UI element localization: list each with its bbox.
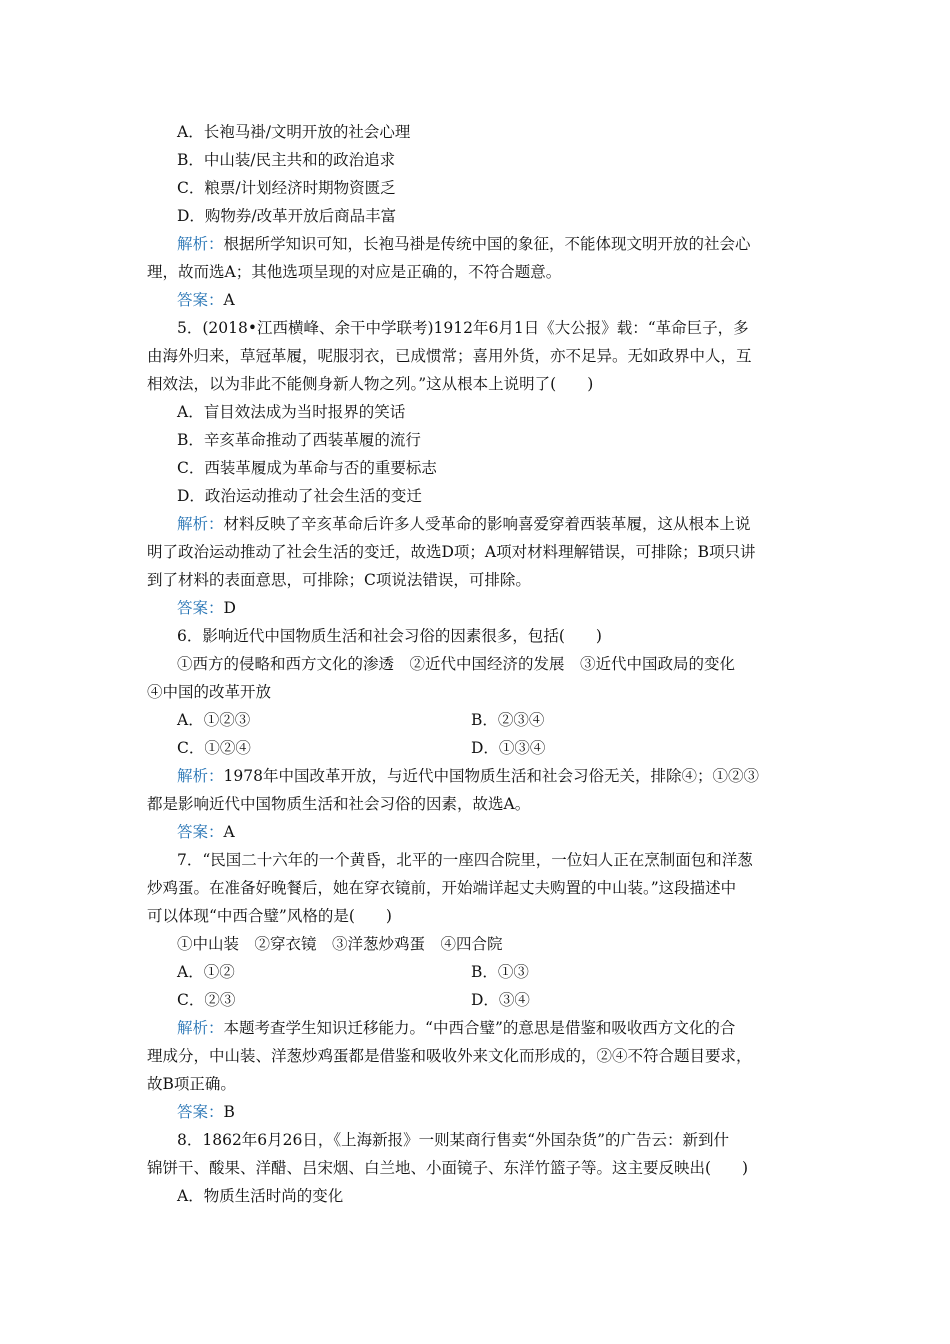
q8-option-a: A．物质生活时尚的变化 [177,1187,344,1205]
q7-analysis [147,1014,807,1042]
q7-stem-line-2: 炒鸡蛋。在准备好晚餐后，她在穿衣镜前，开始端详起丈夫购置的中山装。”这段描述中 [147,879,737,897]
q4-option-a: A．长袍马褂/文明开放的社会心理 [177,123,411,141]
q6-answer-value: A [223,823,235,841]
q4-analysis-line-2: 理，故而选A；其他选项呈现的对应是正确的，不符合题意。 [147,263,562,281]
analysis-label: 解析： [177,235,224,253]
q5-option-b: B．辛亥革命推动了西装革履的流行 [177,431,421,449]
q7-options-row-2 [147,986,807,1014]
q5-answer-value: D [223,599,236,617]
q6-option-a: A．①②③ [177,711,251,729]
analysis-label: 解析： [177,767,224,785]
q6-answer [147,818,807,846]
q8-stem-line-2: 锦饼干、酸果、洋醋、吕宋烟、白兰地、小面镜子、东洋竹篮子等。这主要反映出( ) [147,1159,749,1177]
q6-items-line-1: ①西方的侵略和西方文化的渗透 ②近代中国经济的发展 ③近代中国政局的变化 [177,655,736,673]
q6-analysis-line-1: 1978年中国改革开放，与近代中国物质生活和社会习俗无关，排除④；①②③ [223,767,759,785]
q6-analysis [147,762,807,790]
q7-option-d: D．③④ [471,991,530,1009]
q6-options-row-1 [147,706,807,734]
q5-option-c: C．西装革履成为革命与否的重要标志 [177,459,437,477]
q4-answer-value: A [223,291,235,309]
q8-stem-line-1: 8．1862年6月26日，《上海新报》一则某商行售卖“外国杂货”的广告云：新到什 [177,1131,729,1149]
q6-option-b: B．②③④ [471,711,545,729]
answer-label: 答案： [177,599,224,617]
q5-analysis [147,510,807,538]
q4-analysis [147,230,807,258]
q4-option-c: C．粮票/计划经济时期物资匮乏 [177,179,396,197]
answer-label: 答案： [177,1103,224,1121]
q6-option-d: D．①③④ [471,739,546,757]
q7-option-a: A．①② [177,963,235,981]
q7-stem-line-3: 可以体现“中西合璧”风格的是( ) [147,907,392,925]
q7-answer [147,1098,807,1126]
q5-option-a: A．盲目效法成为当时报界的笑话 [177,403,406,421]
q7-analysis-line-3: 故B项正确。 [147,1075,236,1093]
q7-stem-line-1: 7．“民国二十六年的一个黄昏，北平的一座四合院里，一位妇人正在烹制面包和洋葱 [177,851,753,869]
answer-label: 答案： [177,291,224,309]
q7-answer-value: B [223,1103,235,1121]
analysis-label: 解析： [177,1019,224,1037]
q7-option-c: C．②③ [177,991,236,1009]
q7-analysis-line-2: 理成分，中山装、洋葱炒鸡蛋都是借鉴和吸收外来文化而形成的，②④不符合题目要求， [147,1047,752,1065]
q5-analysis-line-1: 材料反映了辛亥革命后许多人受革命的影响喜爱穿着西装革履，这从根本上说 [223,515,751,533]
q6-analysis-line-2: 都是影响近代中国物质生活和社会习俗的因素，故选A。 [147,795,531,813]
q4-option-d: D．购物券/改革开放后商品丰富 [177,207,397,225]
document-body [147,118,807,1210]
q6-option-c: C．①②④ [177,739,251,757]
analysis-label: 解析： [177,515,224,533]
q6-stem: 6．影响近代中国物质生活和社会习俗的因素很多，包括( ) [177,627,602,645]
q4-option-b: B．中山装/民主共和的政治追求 [177,151,396,169]
q5-stem-line-2: 由海外归来，草冠革履，呢服羽衣，已成惯常；喜用外货，亦不足异。无如政界中人，互 [147,347,752,365]
q7-option-b: B．①③ [471,963,529,981]
q5-answer [147,594,807,622]
q5-analysis-line-3: 到了材料的表面意思，可排除；C项说法错误，可排除。 [147,571,531,589]
q4-analysis-line-1: 根据所学知识可知，长袍马褂是传统中国的象征，不能体现文明开放的社会心 [223,235,751,253]
q5-stem-line-3: 相效法，以为非此不能侧身新人物之列。”这从根本上说明了( ) [147,375,594,393]
answer-label: 答案： [177,823,224,841]
q6-options-row-2 [147,734,807,762]
q6-items-line-2: ④中国的改革开放 [147,683,272,701]
q7-options-row-1 [147,958,807,986]
q7-items: ①中山装 ②穿衣镜 ③洋葱炒鸡蛋 ④四合院 [177,935,503,953]
q5-option-d: D．政治运动推动了社会生活的变迁 [177,487,422,505]
q5-stem-line-1: 5．(2018•江西横峰、余干中学联考)1912年6月1日《大公报》载：“革命巨子，多 [177,319,749,337]
q5-analysis-line-2: 明了政治运动推动了社会生活的变迁，故选D项；A项对材料理解错误，可排除；B项只讲 [147,543,756,561]
q7-analysis-line-1: 本题考查学生知识迁移能力。“中西合璧”的意思是借鉴和吸收西方文化的合 [223,1019,736,1037]
q4-answer [147,286,807,314]
